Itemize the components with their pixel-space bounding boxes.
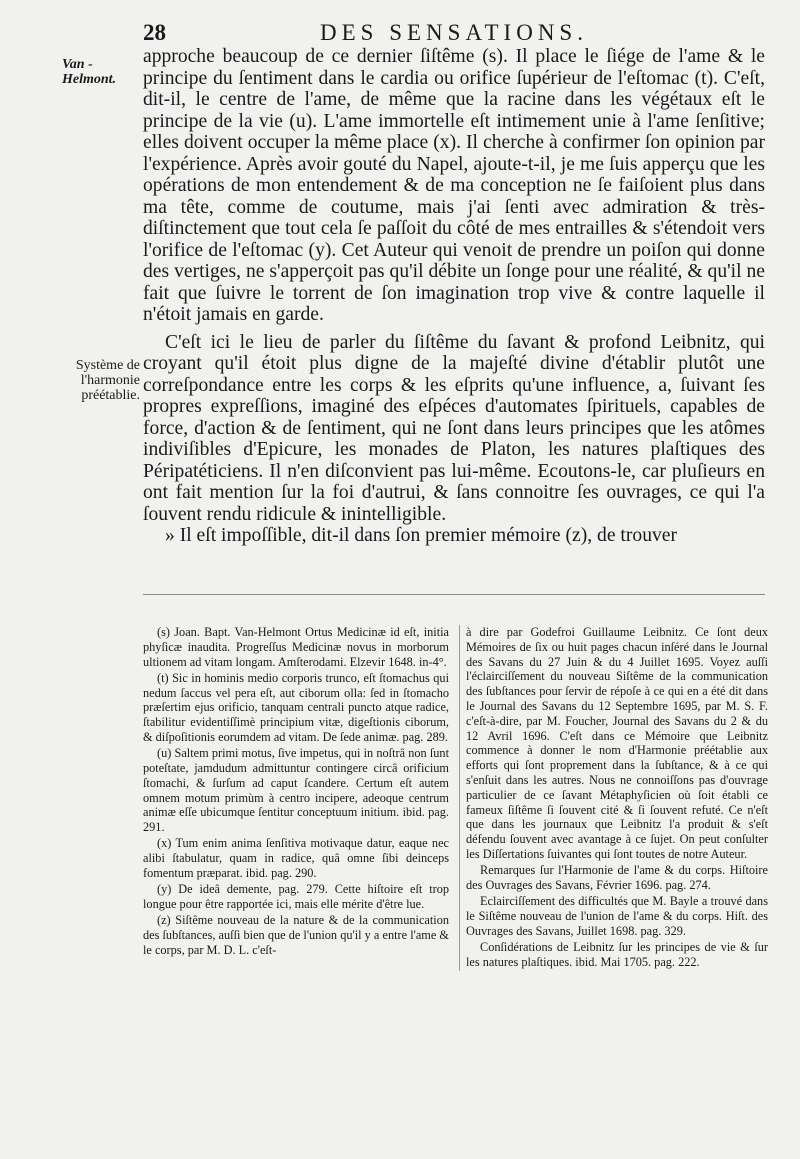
margin-note-harmonie: Système de l'harmonie préétablie. bbox=[75, 358, 140, 403]
body-text bbox=[143, 46, 765, 547]
footnote-separator bbox=[143, 594, 765, 595]
running-title: DES SENSATIONS. bbox=[320, 20, 588, 45]
footnote-t: (t) Sic in hominis medio corporis trunco, eſt ſtomachus qui nedum ſaccus vel pera eſt, aut ciborum olla: ſed in ſtomacho præſertim ejus orificio, tanquam centrali puncto atque radice, ſtabilitur evidentiſſimè principium vitæ, digeſtionis ciborum, & diſpoſitionis eorumdem ad vitam. De ſede animæ. pag. 289. bbox=[143, 670, 449, 744]
footnote-reference: Conſidérations de Leibnitz ſur les principes de vie & ſur les natures plaſtiques. ibid. Mai 1705. pag. 222. bbox=[466, 939, 768, 969]
footnote-z-continued: à dire par Godefroi Guillaume Leibnitz. Ce ſont deux Mémoires de ſix ou huit pages chacun inſéré dans le Journal des Savans du 27 Juin & du 4 Juillet 1695. Voyez auſſi l'éclairciſſement du nouveau Siſtême de la communication des ſubſtances pour ſervir de répoſe à ce qui en a été dit dans le Journal des Savans du 12 Septembre 1695, par M. S. F. c'eſt-à-dire, par M. Foucher, Journal des Savans du 2 & du 12 Avril 1696. C'eſt dans ce Mémoire que Leibnitz commence à donner le nom d'Harmonie préétablie aux efforts qui ſont proprement dans la ſubſtance, & à ce qui s'enſuit dans les autres. Nous ne connoiſſons pas d'ouvrage particulier de ce ſavant Métaphyſicien où ſoit établi ce fameux ſiſtême ſi ſouvent cité & ſi ſouvent refuté. Ce n'eſt que dans les journaux que Leibnitz l'a produit & s'eſt défendu ſouvent avec avantage à ce ſujet. On peut conſulter les Diſſertations ſuivantes qui ſont toutes de notre Auteur. bbox=[466, 625, 768, 861]
footnote-y: (y) De ideâ demente, pag. 279. Cette hiſtoire eſt trop longue pour être rapportée ici, mais elle mérite d'être lue. bbox=[143, 882, 449, 911]
page-number: 28 bbox=[143, 20, 166, 45]
footnote-reference: Eclairciſſement des difficultés que M. Bayle a trouvé dans le Siſtême nouveau de l'union de l'ame & du corps. Hiſt. des Ouvrages des Savans, Juillet 1698. pag. 329. bbox=[466, 894, 768, 938]
footnote-reference: Remarques ſur l'Harmonie de l'ame & du corps. Hiſtoire des Ouvrages des Savans, Février 1696. pag. 274. bbox=[466, 863, 768, 892]
footnote-u: (u) Saltem primi motus, ſive impetus, qui in noſtrâ non ſunt poteſtate, jamdudum admittuntur contingere circâ orificium ſtomachi, & ſurſum ad caput ſcandere. Certum eſt autem omnem motum primùm à centro incipere, adeoque centrum animæ eſſe ubicumque ſentitur conceptuum initium. ibid. pag. 291. bbox=[143, 746, 449, 835]
page-header bbox=[143, 14, 765, 48]
body-paragraph: » Il eſt impoſſible, dit-il dans ſon premier mémoire (z), de trouver bbox=[165, 525, 678, 546]
footnotes-left-column bbox=[143, 625, 449, 959]
footnote-s: (s) Joan. Bapt. Van-Helmont Ortus Medicinæ id eſt, initia phyſicæ inaudita. Progreſſus Medicinæ novus in morborum ultionem ad vitam longam. Amſterodami. Elzevir 1648. in-4°. bbox=[143, 625, 449, 669]
footnotes-right-column bbox=[459, 625, 768, 971]
body-paragraph: approche beaucoup de ce dernier ſiſtême (s). Il place le ſiége de l'ame & le principe du ſentiment dans le cardia ou orifice ſupérieur de l'eſtomac (t). C'eſt, dit-il, le centre de l'ame, de même que la racine dans les végétaux eſt le principe de la vie (u). L'ame immortelle eſt intimement unie à l'ame ſenſitive; elles doivent occuper la même place (x). Il cherche à confirmer ſon opinion par l'expérience. Après avoir gouté du Napel, ajoute-t-il, je me ſuis apperçu que les opérations de mon entendement & de ma conception ne ſe faiſoient plus dans ma tête, comme de coutume, mais j'ai ſenti avec admiration & très-diſtinctement que tout cela ſe paſſoit du côté de mes entrailles & s'étendoit vers l'orifice de l'eſtomac (y). Cet Auteur qui venoit de prendre un poiſon qui donne des vertiges, ne s'apperçoit pas qu'il débite un ſonge pour une réalité, & qu'il ne fait que ſuivre le torrent de ſon imagination trop vive & contre laquelle il n'étoit jamais en garde. bbox=[143, 46, 765, 325]
body-paragraph: C'eſt ici le lieu de parler du ſiſtême du ſavant & profond Leibnitz, qui croyant qu'il étoit plus digne de la majeſté divine d'établir plutôt une correſpondance entre les corps & les eſprits qu'une influence, a, ſuivant ſes propres expreſſions, imaginé des eſpéces d'automates ſpirituels, capables de force, d'action & de ſentiment, qui ne ſont dans leurs principes que les atômes indiviſibles d'Epicure, les monades de Platon, les natures plaſtiques des Péripatéticiens. Il n'en diſconvient pas lui-même. Ecoutons-le, car pluſieurs en ont fait mention ſur la foi d'autrui, & ſans connoitre ſes ouvrages, ce qui l'a ſouvent rendu ridicule & inintelligible. bbox=[143, 331, 765, 525]
footnote-z: (z) Siſtême nouveau de la nature & de la communication des ſubſtances, auſſi bien que de l'union qu'il y a entre l'ame & le corps, par M. D. L. c'eſt- bbox=[143, 913, 449, 957]
footnote-x: (x) Tum enim anima ſenſitiva motivaque datur, eaque nec alibi ſtabulatur, quam in radice, quâ omne ſibi deinceps fomentum præparat. ibid. pag. 290. bbox=[143, 836, 449, 880]
margin-note-van-helmont: Van - Helmont. bbox=[62, 57, 117, 87]
